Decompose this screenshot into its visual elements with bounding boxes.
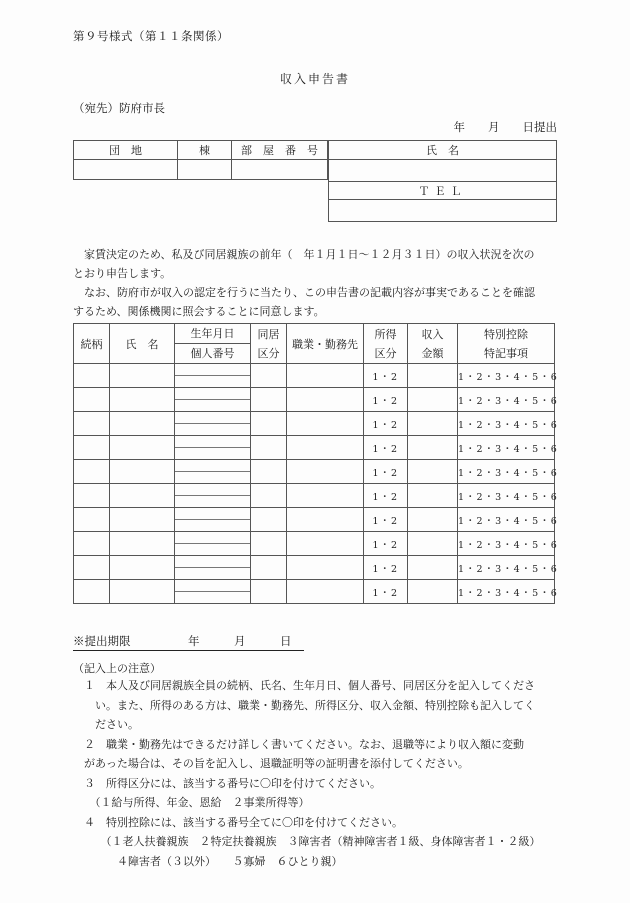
room-number-cell — [232, 160, 328, 180]
member-name-cell — [110, 484, 175, 508]
income-type-options-cell: 1・2 — [364, 388, 408, 412]
deduction-options-cell: 1・2・3・4・5・6 — [458, 556, 555, 580]
birthdate-slot — [175, 556, 250, 568]
declaration-line: とおり申告します。 — [73, 267, 172, 280]
member-name-cell — [110, 508, 175, 532]
notes-title: （記入上の注意） — [73, 662, 161, 675]
member-name-cell — [110, 580, 175, 604]
member-name-header: 氏 名 — [110, 324, 175, 364]
cohabit-cell — [251, 556, 287, 580]
member-name-cell — [110, 436, 175, 460]
member-row — [74, 436, 555, 460]
relation-cell — [74, 412, 110, 436]
member-row — [74, 364, 555, 388]
occupation-cell — [287, 388, 364, 412]
occupation-cell — [287, 508, 364, 532]
relation-cell — [74, 508, 110, 532]
occupation-cell — [287, 532, 364, 556]
building-cell — [178, 160, 232, 180]
birthdate-slot — [175, 580, 250, 592]
income-type-options-cell: 1・2 — [364, 508, 408, 532]
income-amount-cell — [408, 556, 458, 580]
income-type-options-cell: 1・2 — [364, 484, 408, 508]
addressee-line: （宛先）防府市長 — [73, 101, 165, 115]
member-name-cell — [110, 460, 175, 484]
income-type-options-cell: 1・2 — [364, 532, 408, 556]
unit-header-row — [74, 141, 328, 160]
income-amount-cell — [408, 484, 458, 508]
household-income-table-header — [74, 324, 555, 364]
tel-header: ＴＥＬ — [329, 182, 557, 200]
member-row — [74, 508, 555, 532]
name-header: 氏 名 — [329, 141, 557, 160]
relation-cell — [74, 484, 110, 508]
cohabit-cell — [251, 532, 287, 556]
name-cell — [329, 160, 557, 182]
main-table-body — [74, 364, 559, 604]
income-type-header: 所得 区分 — [364, 324, 408, 364]
income-amount-cell — [408, 508, 458, 532]
member-name-cell — [110, 556, 175, 580]
note-line: （１老人扶養親族 ２特定扶養親族 ３障害者（精神障害者１級、身体障害者１・２級） — [73, 835, 541, 848]
deduction-options-cell: 1・2・3・4・5・6 — [458, 532, 555, 556]
birth-personal-cell — [175, 580, 251, 604]
personal-number-slot — [175, 568, 250, 579]
member-name-cell — [110, 412, 175, 436]
personal-number-slot — [175, 592, 250, 603]
occupation-cell — [287, 460, 364, 484]
note-line: ３ 所得区分には、該当する番号に〇印を付けてください。 — [73, 776, 381, 790]
form-number: 第９号様式（第１１条関係） — [73, 29, 229, 43]
cohabit-cell — [251, 388, 287, 412]
declaration-line: 家賃決定のため、私及び同居親族の前年（ 年１月１日～１２月３１日）の収入状況を次の — [73, 248, 535, 261]
deadline-line — [73, 633, 557, 651]
income-type-options-cell: 1・2 — [364, 460, 408, 484]
household-income-table — [73, 323, 559, 604]
member-row — [74, 388, 555, 412]
relation-cell — [74, 580, 110, 604]
declaration-line: なお、防府市が収入の認定を行うに当たり、この申告書の記載内容が事実であることを確認 — [73, 286, 535, 299]
note-line: （１給与所得、年金、恩給 ２事業所得等） — [73, 796, 310, 809]
personal-number-slot — [175, 376, 250, 387]
income-amount-cell — [408, 436, 458, 460]
submit-date-line: 年 月 日提出 — [453, 120, 557, 134]
income-type-options-cell: 1・2 — [364, 580, 408, 604]
member-row — [74, 412, 555, 436]
note-line: ４ 特別控除には、該当する番号全てに〇印を付けてください。 — [73, 815, 403, 829]
income-amount-cell — [408, 460, 458, 484]
member-row — [74, 556, 555, 580]
income-type-options-cell: 1・2 — [364, 364, 408, 388]
tel-cell — [329, 200, 557, 222]
deduction-options-cell: 1・2・3・4・5・6 — [458, 508, 555, 532]
income-amount-cell — [408, 412, 458, 436]
cohabit-cell — [251, 580, 287, 604]
member-name-cell — [110, 388, 175, 412]
declaration-line: するため、関係機関に照会することに同意します。 — [73, 305, 325, 318]
income-amount-cell — [408, 364, 458, 388]
birth-personal-cell — [175, 388, 251, 412]
member-row — [74, 460, 555, 484]
danchi-header: 団 地 — [74, 141, 178, 160]
occupation-cell — [287, 484, 364, 508]
notes-block — [73, 676, 557, 871]
member-row — [74, 484, 555, 508]
deadline-text: ※提出期限 年 月 日 — [73, 633, 304, 651]
unit-left-table — [73, 140, 328, 180]
danchi-cell — [74, 160, 178, 180]
deduction-options-cell: 1・2・3・4・5・6 — [458, 364, 555, 388]
relation-header: 続柄 — [74, 324, 110, 364]
deduction-options-cell: 1・2・3・4・5・6 — [458, 460, 555, 484]
income-type-options-cell: 1・2 — [364, 556, 408, 580]
note-line: １ 本人及び同居親族全員の続柄、氏名、生年月日、個人番号、同居区分を記入してくださ — [73, 679, 535, 692]
note-line: ２ 職業・勤務先はできるだけ詳しく書いてください。なお、退職等により収入額に変動 — [73, 737, 524, 751]
unit-info-tables — [73, 140, 557, 222]
tel-input-row — [329, 200, 557, 222]
tel-header-row — [329, 182, 557, 200]
personal-number-slot — [175, 400, 250, 411]
relation-cell — [74, 364, 110, 388]
birth-personal-cell — [175, 364, 251, 388]
name-input-row — [329, 160, 557, 182]
birthdate-slot — [175, 484, 250, 496]
personal-number-slot — [175, 496, 250, 507]
room-number-header: 部 屋 番 号 — [232, 141, 328, 160]
relation-cell — [74, 556, 110, 580]
note-line: ださい。 — [73, 718, 139, 731]
occupation-cell — [287, 436, 364, 460]
cohabit-header: 同居 区分 — [251, 324, 287, 364]
deduction-options-cell: 1・2・3・4・5・6 — [458, 580, 555, 604]
relation-cell — [74, 388, 110, 412]
member-name-cell — [110, 364, 175, 388]
occupation-cell — [287, 556, 364, 580]
note-line: ４障害者（３以外） ５寡婦 ６ひとり親） — [73, 854, 343, 868]
birthdate-slot — [175, 364, 250, 376]
cohabit-cell — [251, 412, 287, 436]
birthdate-slot — [175, 412, 250, 424]
birth-personal-cell — [175, 484, 251, 508]
birthdate-slot — [175, 532, 250, 544]
member-row — [74, 532, 555, 556]
income-type-options-cell: 1・2 — [364, 436, 408, 460]
unit-input-row — [74, 160, 328, 180]
birth-personal-cell — [175, 460, 251, 484]
birthdate-slot — [175, 460, 250, 472]
page-title: 収入申告書 — [279, 72, 350, 86]
personal-number-slot — [175, 520, 250, 531]
building-header: 棟 — [178, 141, 232, 160]
birth-personal-cell — [175, 508, 251, 532]
header-row — [74, 324, 555, 364]
declaration-paragraph — [73, 245, 557, 321]
relation-cell — [74, 436, 110, 460]
special-deduction-header: 特別控除 特記事項 — [458, 324, 555, 364]
cohabit-cell — [251, 460, 287, 484]
deduction-options-cell: 1・2・3・4・5・6 — [458, 412, 555, 436]
birthdate-slot — [175, 436, 250, 448]
name-header-row — [329, 141, 557, 160]
deduction-options-cell: 1・2・3・4・5・6 — [458, 484, 555, 508]
deduction-options-cell: 1・2・3・4・5・6 — [458, 436, 555, 460]
relation-cell — [74, 532, 110, 556]
cohabit-cell — [251, 484, 287, 508]
birth-personal-cell — [175, 436, 251, 460]
occupation-cell — [287, 364, 364, 388]
birth-personal-cell — [175, 412, 251, 436]
birth-personal-header — [175, 324, 251, 364]
occupation-cell — [287, 412, 364, 436]
note-line: い。また、所得のある方は、職業・勤務先、所得区分、収入金額、特別控除も記入してく — [73, 698, 535, 712]
occupation-cell — [287, 580, 364, 604]
personal-number-slot — [175, 424, 250, 435]
birthdate-slot — [175, 508, 250, 520]
relation-cell — [74, 460, 110, 484]
occupation-header: 職業・勤務先 — [287, 324, 364, 364]
member-name-cell — [110, 532, 175, 556]
income-amount-header: 収入 金額 — [408, 324, 458, 364]
cohabit-cell — [251, 436, 287, 460]
name-tel-table — [328, 140, 557, 222]
personal-number-slot — [175, 472, 250, 483]
cohabit-cell — [251, 508, 287, 532]
note-line: があった場合は、その旨を記入し、退職証明等の証明書を添付してください。 — [73, 757, 469, 770]
personal-number-header: 個人番号 — [190, 347, 235, 360]
income-amount-cell — [408, 388, 458, 412]
deduction-options-cell: 1・2・3・4・5・6 — [458, 388, 555, 412]
income-amount-cell — [408, 532, 458, 556]
member-row — [74, 580, 555, 604]
birth-personal-cell — [175, 556, 251, 580]
birthdate-slot — [175, 388, 250, 400]
birthdate-header: 生年月日 — [175, 324, 250, 344]
income-type-options-cell: 1・2 — [364, 412, 408, 436]
income-amount-cell — [408, 580, 458, 604]
personal-number-slot — [175, 448, 250, 459]
personal-number-slot — [175, 544, 250, 555]
cohabit-cell — [251, 364, 287, 388]
birth-personal-cell — [175, 532, 251, 556]
